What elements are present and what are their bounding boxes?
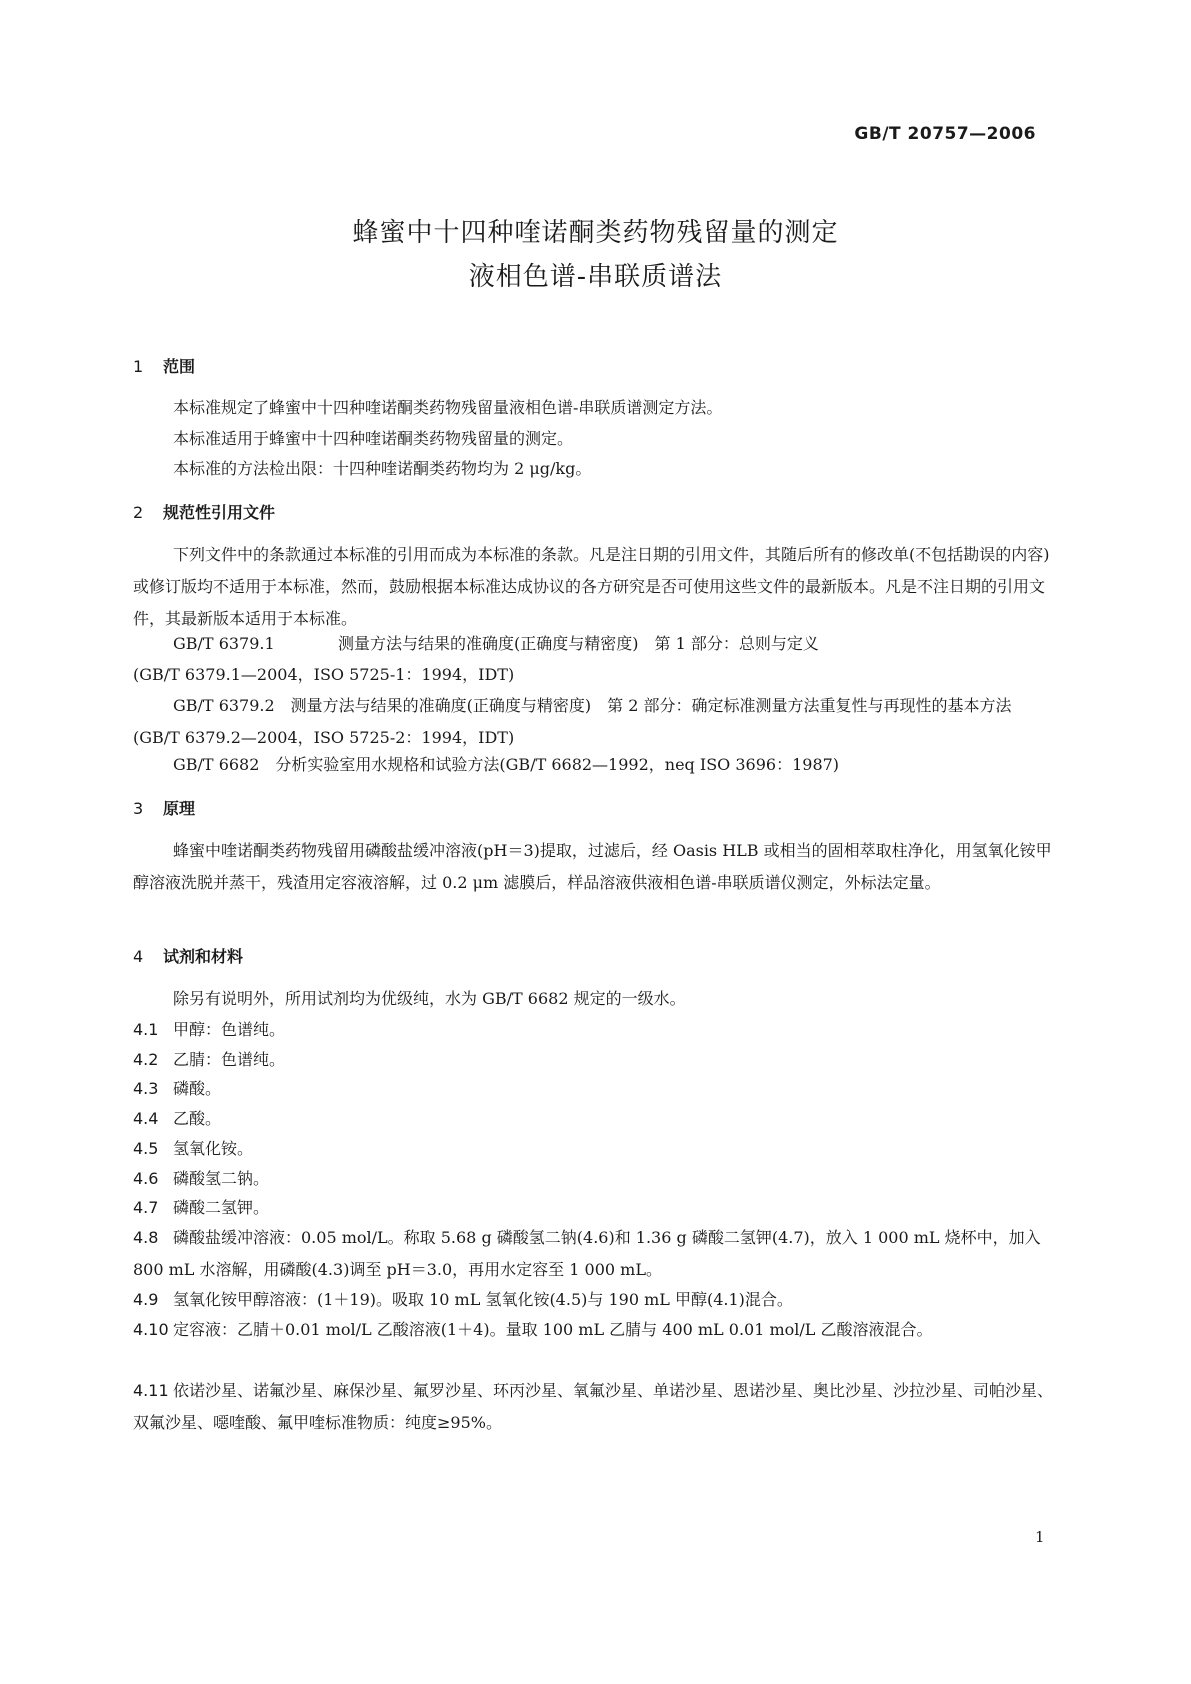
reagent-item: 4.6 磷酸氢二钠。 [133, 1169, 270, 1188]
reagent-item: 4.9 氢氧化铵甲醇溶液：(1＋19)。吸取 10 mL 氢氧化铵(4.5)与 190 mL 甲醇(4.1)混合。 [133, 1290, 793, 1309]
reference-1-tail: (GB/T 6379.1—2004，ISO 5725-1：1994，IDT) [133, 665, 515, 684]
reagent-item: 4.10 定容液：乙腈＋0.01 mol/L 乙酸溶液(1＋4)。量取 100 mL 乙腈与 400 mL 0.01 mol/L 乙酸溶液混合。 [133, 1320, 933, 1339]
section-number: 1 [133, 357, 144, 376]
principle-paragraph: 蜂蜜中喹诺酮类药物残留用磷酸盐缓冲溶液(pH＝3)提取，过滤后，经 Oasis HLB 或相当的固相萃取柱净化，用氢氧化铵甲醇溶液洗脱并蒸干，残渣用定容液溶解，过 0.2 μm 滤膜后，样品溶液供液相色谱-串联质谱仪测定，外标法定量。 [133, 841, 1052, 892]
references-intro: 下列文件中的条款通过本标准的引用而成为本标准的条款。凡是注日期的引用文件，其随后所有的修改单(不包括勘误的内容)或修订版均不适用于本标准，然而，鼓励根据本标准达成协议的各方研究是否可使用这些文件的最新版本。凡是不注日期的引用文件，其最新版本适用于本标准。 [133, 545, 1050, 628]
reagent-item: 4.3 磷酸。 [133, 1079, 222, 1098]
reagent-item: 4.8 磷酸盐缓冲溶液：0.05 mol/L。称取 5.68 g 磷酸氢二钠(4.6)和 1.36 g 磷酸二氢钾(4.7)，放入 1 000 mL 烧杯中，加入 800 mL 水溶解，用磷酸(4.3)调至 pH＝3.0，再用水定容至 1 000 mL。 [133, 1228, 1041, 1279]
reagent-item: 4.11 依诺沙星、诺氟沙星、麻保沙星、氟罗沙星、环丙沙星、氧氟沙星、单诺沙星、恩诺沙星、奥比沙星、沙拉沙星、司帕沙星、双氟沙星、噁喹酸、氟甲喹标准物质：纯度≥95%。 [133, 1381, 1054, 1432]
section-2-heading [133, 500, 275, 523]
scope-paragraph-2: 本标准适用于蜂蜜中十四种喹诺酮类药物残留量的测定。 [173, 429, 574, 448]
standard-code: GB/T 20757—2006 [854, 124, 1036, 144]
section-number: 3 [133, 799, 144, 818]
scope-paragraph-1: 本标准规定了蜂蜜中十四种喹诺酮类药物残留量液相色谱-串联质谱测定方法。 [173, 398, 723, 417]
reagent-item: 4.1 甲醇：色谱纯。 [133, 1020, 286, 1039]
section-title: 范围 [163, 357, 196, 376]
reference-3: GB/T 6682 分析实验室用水规格和试验方法(GB/T 6682—1992，neq ISO 3696：1987) [173, 755, 840, 774]
section-number: 4 [133, 947, 144, 966]
section-title: 规范性引用文件 [163, 503, 276, 522]
document-title-line-1: 蜂蜜中十四种喹诺酮类药物残留量的测定 [352, 218, 839, 248]
section-title: 原理 [163, 799, 196, 818]
reference-1-title: 测量方法与结果的准确度(正确度与精密度) 第 1 部分：总则与定义 [338, 634, 819, 653]
reagent-item: 4.7 磷酸二氢钾。 [133, 1198, 270, 1217]
scope-paragraph-3: 本标准的方法检出限：十四种喹诺酮类药物均为 2 μg/kg。 [173, 459, 592, 478]
reference-2: GB/T 6379.2 测量方法与结果的准确度(正确度与精密度) 第 2 部分：确定标准测量方法重复性与再现性的基本方法(GB/T 6379.2—2004，ISO 5725-2：1994，IDT) [133, 696, 1012, 747]
section-1-heading [133, 354, 195, 377]
section-4-heading [133, 944, 243, 967]
reference-1 [173, 628, 819, 660]
reagent-item: 4.2 乙腈：色谱纯。 [133, 1050, 286, 1069]
section-number: 2 [133, 503, 144, 522]
document-title-line-2: 液相色谱-串联质谱法 [468, 262, 723, 292]
section-3-heading [133, 796, 195, 819]
reagents-intro: 除另有说明外，所用试剂均为优级纯，水为 GB/T 6682 规定的一级水。 [173, 989, 686, 1008]
reference-1-code: GB/T 6379.1 [173, 634, 275, 653]
section-title: 试剂和材料 [163, 947, 244, 966]
reagent-item: 4.4 乙酸。 [133, 1109, 222, 1128]
page-number: 1 [1035, 1528, 1045, 1546]
reagent-item: 4.5 氢氧化铵。 [133, 1139, 254, 1158]
